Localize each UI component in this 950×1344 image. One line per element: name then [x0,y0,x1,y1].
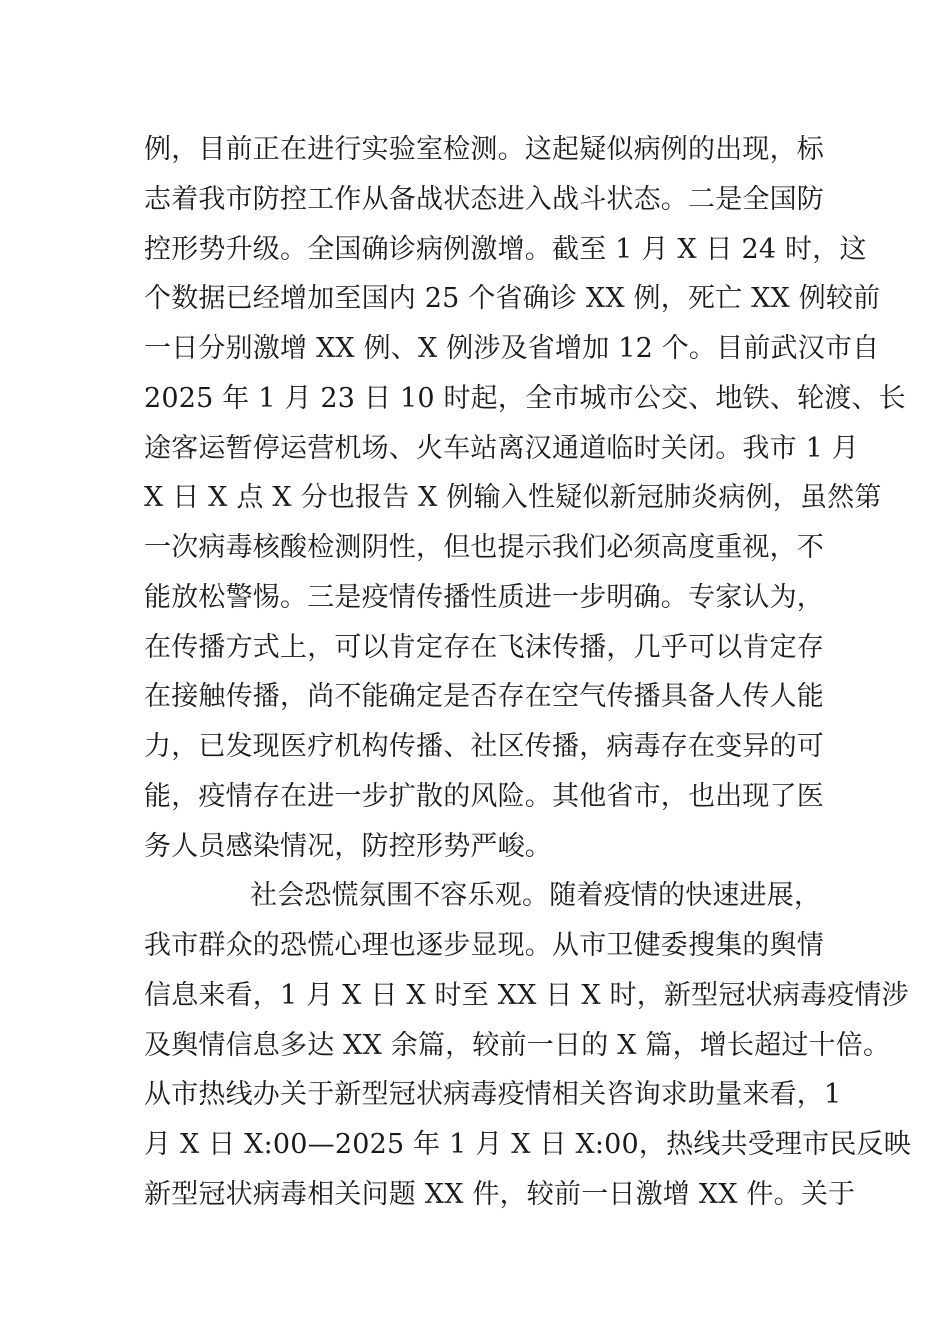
text-line: 个数据已经增加至国内 25 个省确诊 XX 例，死亡 XX 例较前 [144,283,881,314]
text-line: 我市群众的恐慌心理也逐步显现。从市卫健委搜集的舆情 [144,930,824,961]
text-line: 力，已发现医疗机构传播、社区传播，病毒存在变异的可 [144,731,824,762]
text-line: 及舆情信息多达 XX 余篇，较前一日的 X 篇，增长超过十倍。 [144,1030,891,1061]
text-line: 途客运暂停运营机场、火车站离汉通道临时关闭。我市 1 月 [144,433,859,464]
text-line: 月 X 日 X:00—2025 年 1 月 X 日 X:00，热线共受理市民反映 [144,1129,911,1160]
text-line: 在接触传播，尚不能确定是否存在空气传播具备人传人能 [144,681,824,712]
text-line: 例，目前正在进行实验室检测。这起疑似病例的出现，标 [144,134,824,165]
text-line: 能，疫情存在进一步扩散的风险。其他省市，也出现了医 [144,781,824,812]
text-line: 志着我市防控工作从备战状态进入战斗状态。二是全国防 [144,184,824,215]
text-line: X 日 X 点 X 分也报告 X 例输入性疑似新冠肺炎病例，虽然第 [144,482,882,513]
text-line: 在传播方式上，可以肯定存在飞沫传播，几乎可以肯定存 [144,632,824,663]
paragraph-first-line: 社会恐慌氛围不容乐观。随着疫情的快速进展， [250,880,822,911]
text-line: 2025 年 1 月 23 日 10 时起，全市城市公交、地铁、轮渡、长 [144,383,906,414]
text-line: 一日分别激增 XX 例、X 例涉及省增加 12 个。目前武汉市自 [144,333,880,364]
text-line: 新型冠状病毒相关问题 XX 件，较前一日激增 XX 件。关于 [144,1179,856,1210]
text-line: 务人员感染情况，防控形势严峻。 [144,831,552,862]
text-line: 能放松警惕。三是疫情传播性质进一步明确。专家认为， [144,582,824,613]
text-line: 控形势升级。全国确诊病例激增。截至 1 月 X 日 24 时，这 [144,234,867,265]
text-line: 从市热线办关于新型冠状病毒疫情相关咨询求助量来看，1 [144,1079,842,1110]
text-line: 信息来看，1 月 X 日 X 时至 XX 日 X 时，新型冠状病毒疫情涉 [144,980,909,1011]
text-line: 一次病毒核酸检测阴性，但也提示我们必须高度重视，不 [144,532,824,563]
